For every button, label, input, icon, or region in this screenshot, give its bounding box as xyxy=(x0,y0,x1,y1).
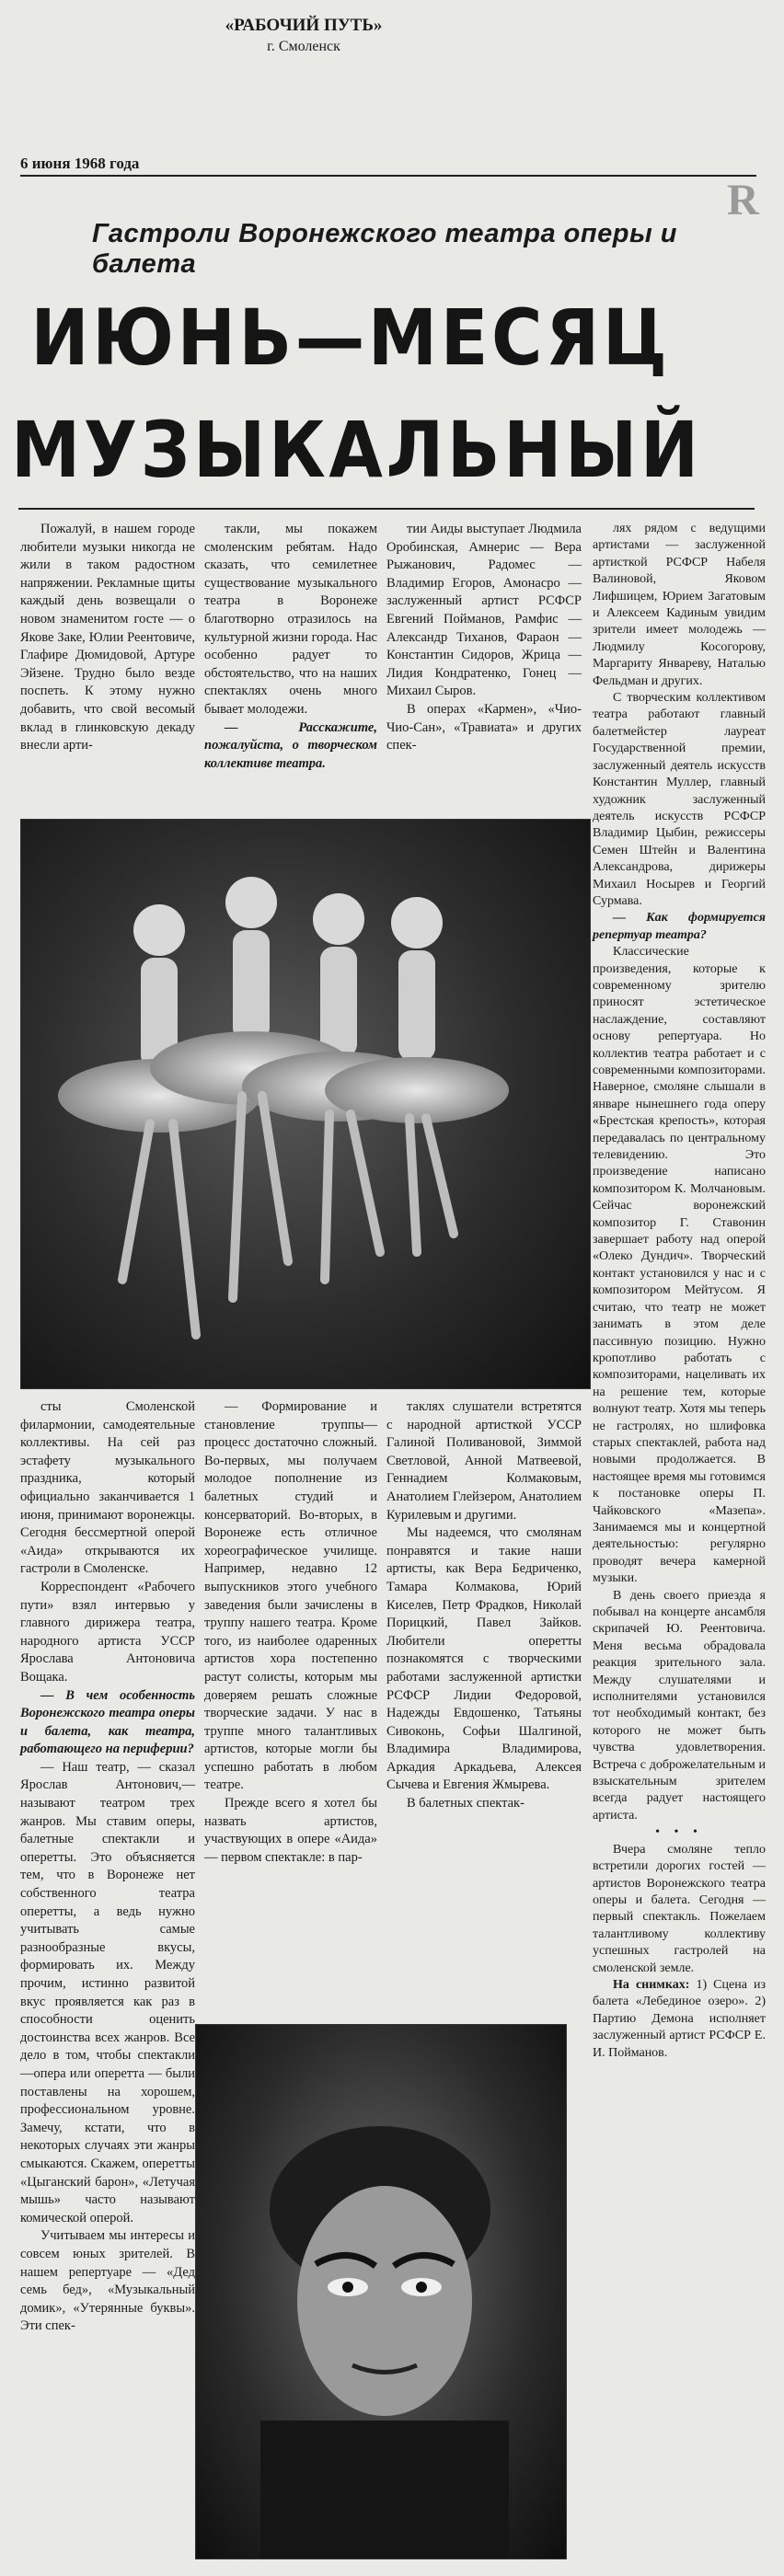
paragraph: Мы надеемся, что смолянам понравятся и такие наши артисты, как Вера Бедриченко, Тамара Колмакова, Юрий Киселев, Петр Фрадков, Николай Порицкий, Павел Зайков. Любители оперетты познакомятся с творческими работами заслуженной артистки РСФСР Лидии Федоровой, Надежды Евдошенко, Татьяны Сивоконь, Софьи Шалгиной, Владимира Владимирова, Аркадия Аркадьева, Алексея Сычева и Евгения Жмырева. xyxy=(386,1525,582,1793)
caption-text: 1) Сцена из балета «Лебединое озеро». 2) Партию Демона исполняет заслуженный артист РСФСР Е. И. Пойманов. xyxy=(593,1977,767,2060)
paragraph: Корреспондент «Рабочего пути» взял интервью у главного дирижера театра, народного артиста УССР Ярослава Антоновича Вощака. xyxy=(20,1579,195,1685)
paragraph: Учитываем мы интересы и совсем юных зрителей. В нашем репертуаре — «Дед семь бед», «Музыкальный домик», «Утерянные буквы». Эти спек- xyxy=(20,2228,195,2334)
paragraph: В день своего приезда я побывал на концерте ансамбля скрипачей Ю. Реентовича. Меня весьма обрадовала реакция зрительного зала. Между слушателями и исполнителями установился тот необходимый контакт, без которого не может быть чувства удовлетворения. Встреча с доброжелательным и взыскательным зрителем всегда радует настоящего артиста. xyxy=(593,1588,766,1823)
paragraph: Классические произведения, которые к современному зрителю приносят эстетическое наслаждение, составляют основу репертуара. Но коллектив театра работает и с современными композиторами. Наверное, смоляне слышали в январе нынешнего года оперу «Брестская крепость», которая передавалась по центральному телевидению. Это произведение написано композитором К. Молчановым. Сейчас воронежский композитор Г. Ставонин завершает работу над оперой «Олеко Дундич». Творческий контакт установился у нас и с композитором Мейтусом. Я считаю, что театр не может занимать в этом деле пассивную позицию. Нужно кропотливо работать с композиторами, нацеливать их на решение тем, которые волнуют театр. Хотя мы теперь не гастролях, но шлифовка старых спектаклей, работа над новыми продолжается. В настоящее время мы готовимся к постановке оперы П. Чайковского «Мазепа». Занимаемся мы и концертной деятельностью: регулярно проводят вечера камерной музыки. xyxy=(593,945,766,1586)
portrait-photo xyxy=(195,2024,567,2559)
question: — В чем особенность Воронежского театра оперы и балета, как театра, работающего на периферии? xyxy=(20,1687,195,1757)
paragraph: — Формирование и становление труппы— процесс достаточно сложный. Во-первых, мы получаем молодое пополнение из балетных студий и консерваторий. Во-вторых, в Воронеже есть отличное хореографическое училище. Например, недавно 12 выпускников этого учебного заведения были зачислены в труппу нашего театра. Кроме того, из наиболее одаренных артистов хора постепенно растут солисты, которым мы доверяем решать сложные творческие задачи. У нас в труппе много талантливых артистов, которые могли бы успешно работать в любом театре. xyxy=(204,1399,377,1793)
article-column-1 xyxy=(20,521,195,755)
newspaper-city: г. Смоленск xyxy=(267,39,340,54)
paragraph: Пожалуй, в нашем городе любители музыки никогда не жили в таком радостном напряжении. Рекламные щиты каждый день возвещали о новом знаменитом госте — о Якове Заке, Юлии Реентовиче, Глафире Дюмидовой, Артуре Эйзене. Трудно было везде поспеть. К этому нужно добавить, что свой весомый вклад в глинковскую декаду внесли арти- xyxy=(20,522,195,753)
headline-rule xyxy=(18,508,755,510)
paragraph: лях рядом с ведущими артистами — заслуженной артисткой РСФСР Набеля Валиновой, Яковом Лифшицем, Юрием Загатовым и Алексеем Кадиным увидим зрители имеет молодежь — Людмилу Косогорову, Маргариту Январеву, Наталью Фельдман и других. xyxy=(593,522,766,688)
headline-line-1: ИЮНЬ—МЕСЯЦ xyxy=(30,293,671,383)
paragraph: Вчера смоляне тепло встретили дорогих гостей — артистов Воронежского театра оперы и балета. Сегодня — первый спектакль. Пожелаем талантливому коллективу успешных гастролей на смоленской земле. xyxy=(593,1842,766,1975)
paragraph: С творческим коллективом театра работают главный балетмейстер лауреат Государственной премии, заслуженный деятель искусств Константин Муллер, главный художник заслуженный деятель искусств РСФСР Владимир Цыбин, режиссеры Семен Штейн и Валентина Александрова, дирижеры Михаил Носырев и Георгий Сурмава. xyxy=(593,691,766,908)
article-column-3 xyxy=(386,521,582,755)
question: — Расскажите, пожалуйста, о творческом коллективе театра. xyxy=(204,719,377,771)
ballet-photo-icon xyxy=(21,820,590,1388)
paragraph: — Наш театр, — сказал Ярослав Антонович,—называют театром трех жанров. Мы ставим оперы, балетные спектакли и оперетты. Это объясняется тем, что в Воронеже нет собственного театра оперетты, а ведь нужно учитывать самые разнообразные вкусы, формировать их. Между прочим, истинно развитой вкус проявляется как раз в способности оценить достоинства всех жанров. Все дело в том, чтобы спектакли —опера или оперетта — были поставлены на хорошем, профессиональном уровне. Замечу, кстати, что в некоторых случаях эти жанры смыкаются. Скажем, оперетты «Цыганский барон», «Летучая мышь» часто называют комической оперой. xyxy=(20,1759,195,2225)
paragraph: сты Смоленской филармонии, самодеятельные коллективы. На сей раз эстафету музыкального праздника, который официально заканчивается 1 июня, принимают воронежцы. Сегодня бессмертной оперой «Аида» открываются их гастроли в Смоленске. xyxy=(20,1399,195,1577)
issue-date: 6 июня 1968 года xyxy=(20,155,756,177)
article-column-6 xyxy=(204,1398,377,1867)
article-column-7 xyxy=(386,1398,582,1813)
paragraph: В операх «Кармен», «Чио-Чио-Сан», «Травиата» и других спек- xyxy=(386,701,582,753)
article-column-2 xyxy=(204,521,377,773)
section-separator: • • • xyxy=(655,1825,703,1840)
photo-caption xyxy=(593,1977,766,2062)
caption-label: На снимках: xyxy=(613,1977,690,1992)
paragraph: тии Аиды выступает Людмила Оробинская, Амнерис — Вера Рыжанович, Радомес — Владимир Егоров, Амонасро — заслуженный артист РСФСР Евгений Пойманов, Рамфис — Александр Тиханов, Фараон — Константин Сидоров, Жрица — Лидия Кондратенко, Гонец — Михаил Сыров. xyxy=(386,522,582,699)
paragraph: Прежде всего я хотел бы назвать артистов, участвующих в опере «Аида» — первом спектакле: в пар- xyxy=(204,1796,377,1865)
portrait-photo-icon xyxy=(196,2025,566,2559)
headline-line-2: МУЗЫКАЛЬНЫЙ xyxy=(11,405,702,495)
article-column-5 xyxy=(20,1398,195,2336)
masthead xyxy=(184,15,423,57)
paragraph: такли, мы покажем смоленским ребятам. Надо сказать, что семилетнее существование музыкального театра в Воронеже благотворно отразилось на культурной жизни города. Нас особенно радует то обстоятельство, что на наших спектаклях очень много бывает молодежи. xyxy=(204,522,377,717)
paragraph: таклях слушатели встретятся с народной артисткой УССР Галиной Поливановой, Зиммой Светловой, Анной Матвеевой, Геннадием Колмаковым, Анатолием Глейзером, Анатолием Курилевым и другими. xyxy=(386,1399,582,1523)
question: — Как формируется репертуар театра? xyxy=(593,911,766,942)
paragraph: В балетных спектак- xyxy=(407,1796,525,1811)
article-column-4 xyxy=(593,521,766,2062)
article-kicker: Гастроли Воронежского театра оперы и балета xyxy=(92,219,677,279)
clipping-offcut: R xyxy=(727,176,759,224)
ballet-photo xyxy=(20,819,591,1389)
newspaper-name: «РАБОЧИЙ ПУТЬ» xyxy=(225,16,383,35)
